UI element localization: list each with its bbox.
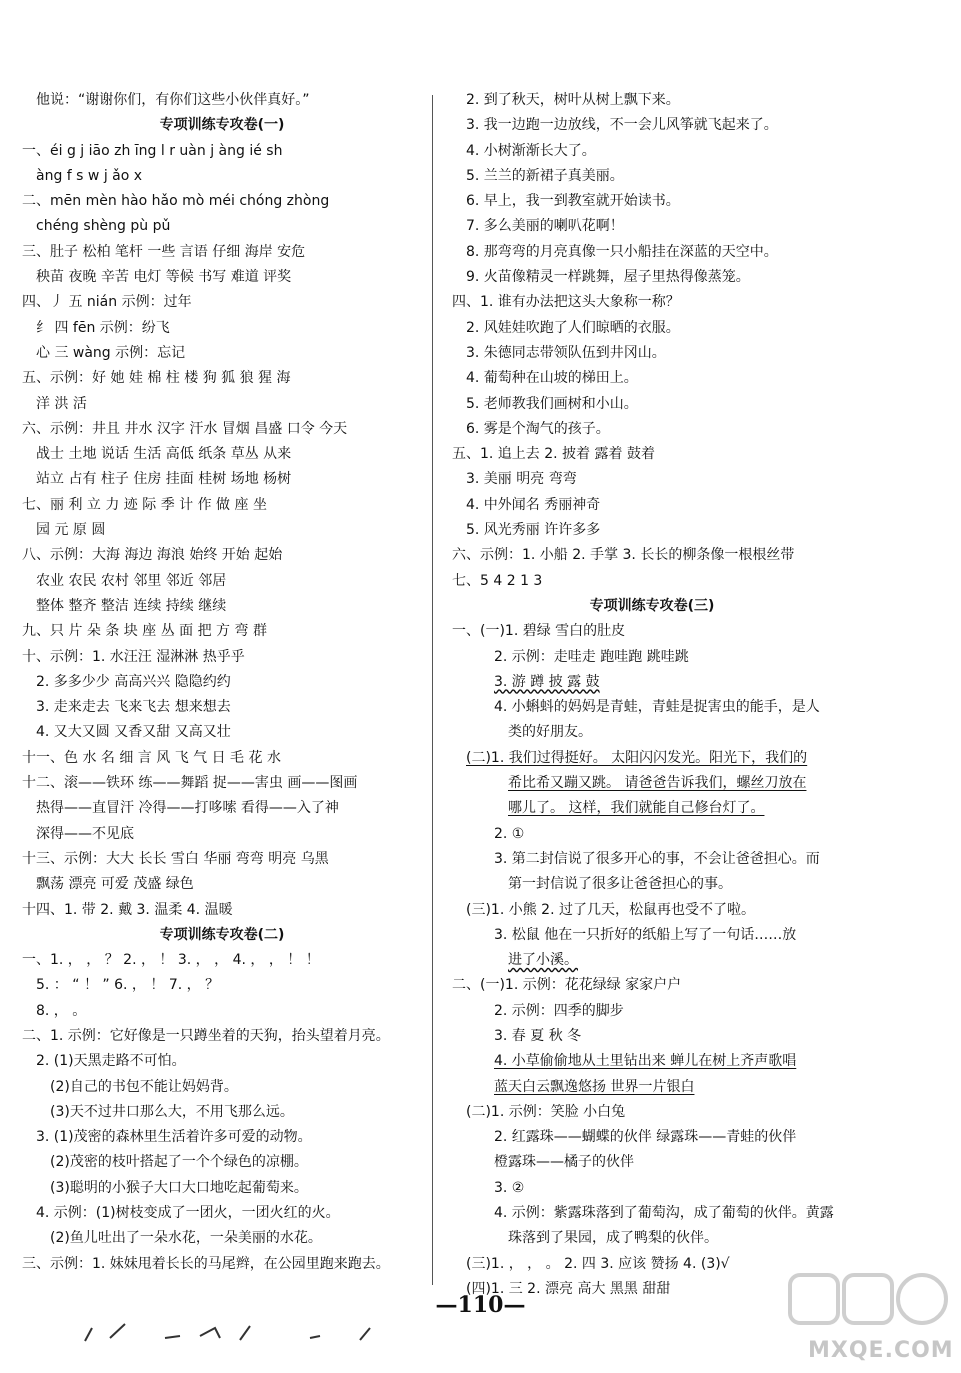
answer-line: (二)1. 示例：笑脸 小白兔: [466, 1103, 626, 1120]
section-heading: 专项训练专攻卷(二): [159, 926, 285, 943]
answer-line: 4. 小树渐渐长大了。: [466, 142, 596, 159]
answer-line: 5. ： “ ！ ” 6. ， ！ 7. ， ？: [36, 977, 220, 994]
answer-line: (三)1. 小熊 2. 过了几天，松鼠再也受不了啦。: [466, 901, 755, 918]
answer-line: 4. 中外闻名 秀丽神奇: [466, 496, 601, 513]
answer-line: 4. 又大又圆 又香又甜 又高又壮: [36, 724, 231, 741]
answer-line: 3. (1)茂密的森林里生活着许多可爱的动物。: [36, 1129, 312, 1146]
answer-line: (3)天不过井口那么大，不用飞那么远。: [50, 1103, 294, 1120]
answer-line: 纟 四 fēn 示例：纷飞: [36, 319, 170, 336]
answer-line: 一、(一)1. 碧绿 雪白的肚皮: [452, 623, 626, 640]
answer-line: (二)1. 我们过得挺好。 太阳闪闪发光。阳光下，我们的: [466, 749, 808, 766]
answer-line: 2. 示例：四季的脚步: [494, 1002, 624, 1019]
answer-line: 3. 春 夏 秋 冬: [494, 1027, 582, 1044]
answer-line: 站立 占有 柱子 住房 挂面 桂树 场地 杨树: [36, 471, 292, 488]
answer-line: 4. 示例：(1)树枝变成了一团火，一团火红的火。: [36, 1205, 340, 1222]
answer-line: 4. 葡萄种在山坡的梯田上。: [466, 370, 638, 387]
answer-line: 十、示例：1. 水汪汪 湿淋淋 热乎乎: [22, 648, 245, 665]
answer-line: 2. (1)天黑走路不可怕。: [36, 1053, 186, 1070]
answer-line: 希比希又蹦又跳。 请爸爸告诉我们，螺丝刀放在: [508, 775, 807, 792]
answer-line: 3. 走来走去 飞来飞去 想来想去: [36, 699, 231, 716]
answer-line: 5. 兰兰的新裙子真美丽。: [466, 167, 624, 184]
answer-line: 八、示例：大海 海边 海浪 始终 开始 起始: [22, 547, 283, 564]
answer-line: 2. 到了秋天，树叶从树上飘下来。: [466, 92, 680, 108]
answer-line: 六、示例：1. 小船 2. 手掌 3. 长长的柳条像一根根丝带: [452, 547, 795, 564]
answer-line: 3. 我一边跑一边放线，不一会儿风筝就飞起来了。: [466, 117, 778, 134]
answer-line: 五、1. 追上去 2. 披着 露着 鼓着: [452, 446, 655, 463]
answer-line: 3. 朱德同志带领队伍到井冈山。: [466, 344, 666, 361]
answer-line: 四、丿 五 nián 示例：过年: [22, 294, 192, 311]
right-column: [452, 88, 852, 1302]
answer-line: (四)1. 三 2. 漂亮 高大 黑黑 甜甜: [466, 1280, 671, 1297]
answer-line: 3. ②: [494, 1179, 525, 1196]
answer-line: 一、éi g j iāo zh īng l r uàn j àng ié sh: [22, 142, 283, 159]
answer-line: (3)聪明的小猴子大口大口地吃起葡萄来。: [50, 1179, 308, 1196]
page-number: —110—: [435, 1292, 526, 1318]
answer-line: 类的好朋友。: [508, 724, 592, 741]
answer-line: 六、示例：井且 井水 汉字 汗水 冒烟 昌盛 口令 今天: [22, 420, 348, 437]
answer-line: 十三、示例：大大 长长 雪白 华丽 弯弯 明亮 乌黑: [22, 850, 329, 867]
answer-line: 第一封信说了很多让爸爸担心的事。: [508, 876, 732, 893]
answer-line: 五、示例：好 她 娃 棉 柱 楼 狗 狐 狼 猩 海: [22, 370, 291, 387]
answer-line: 3. 美丽 明亮 弯弯: [466, 471, 577, 488]
answer-line: 农业 农民 农村 邻里 邻近 邻居: [36, 572, 227, 589]
answer-line: 蓝天白云飘逸悠扬 世界一片银白: [494, 1078, 695, 1095]
answer-line: àng f s w j ǎo x: [36, 167, 143, 184]
answer-line: 6. 早上，我一到教室就开始读书。: [466, 193, 680, 210]
left-column: [22, 88, 422, 1277]
answer-line: 二、1. 示例：它好像是一只蹲坐着的天狗，抬头望着月亮。: [22, 1027, 390, 1044]
answer-line: 三、肚子 松柏 笔杆 一些 言语 仔细 海岸 安危: [22, 243, 306, 260]
answer-line: 2. 红露珠——蝴蝶的伙伴 绿露珠——青蛙的伙伴: [494, 1129, 797, 1146]
answer-line: (2)鱼儿吐出了一朵水花，一朵美丽的水花。: [50, 1230, 322, 1247]
answer-line: 珠落到了果园，成了鸭梨的伙伴。: [508, 1230, 718, 1247]
answer-line: 3. 第二封信说了很多开心的事，不会让爸爸担心。而: [494, 850, 820, 867]
answer-line: 3. 松鼠 他在一只折好的纸船上写了一句话……放: [494, 926, 797, 943]
answer-line: 七、5 4 2 1 3: [452, 572, 543, 589]
answer-line: 秧苗 夜晚 辛苦 电灯 等候 书写 难道 评奖: [36, 269, 292, 286]
answer-line: 心 三 wàng 示例：忘记: [36, 344, 186, 361]
answer-line: 战士 土地 说话 生活 高低 纸条 草丛 从来: [36, 446, 292, 463]
section-heading: 专项训练专攻卷(一): [159, 117, 285, 134]
section-heading: 专项训练专攻卷(三): [589, 597, 715, 614]
answer-line: 整体 整齐 整洁 连续 持续 继续: [36, 597, 227, 614]
answer-line: 5. 风光秀丽 许许多多: [466, 522, 601, 539]
answer-line: (三)1. ， ， 。 2. 四 3. 应该 赞扬 4. (3)√: [466, 1255, 730, 1272]
answer-line: 8. 那弯弯的月亮真像一只小船挂在深蓝的天空中。: [466, 243, 778, 260]
answer-line: 九、只 片 朵 条 块 座 丛 面 把 方 弯 群: [22, 623, 267, 640]
answer-line: 二、(一)1. 示例：花花绿绿 家家户户: [452, 977, 682, 994]
bottom-scribble-marks: [80, 1316, 420, 1346]
answer-line: 6. 雾是个淘气的孩子。: [466, 420, 610, 437]
answer-line: 2. 示例：走哇走 跑哇跑 跳哇跳: [494, 648, 689, 665]
answer-line: 深得——不见底: [36, 825, 134, 842]
answer-line: 二、mēn mèn hào hǎo mò méi chóng zhòng: [22, 193, 330, 210]
answer-line: (2)茂密的枝叶搭起了一个个绿色的凉棚。: [50, 1154, 308, 1171]
answer-line: 9. 火苗像精灵一样跳舞，屋子里热得像蒸笼。: [466, 269, 750, 286]
answer-line: (2)自己的书包不能让妈妈背。: [50, 1078, 238, 1095]
answer-line: 十一、色 水 名 细 言 风 飞 气 日 毛 花 水: [22, 749, 281, 766]
answer-line: 洋 洪 活: [36, 395, 87, 412]
answer-line: 3. 游 蹲 披 露 鼓: [494, 673, 600, 690]
answer-line: 三、示例：1. 妹妹甩着长长的马尾辫，在公园里跑来跑去。: [22, 1255, 390, 1272]
answer-line: 4. 小草偷偷地从土里钻出来 蝉儿在树上齐声歌唱: [494, 1053, 797, 1070]
answer-line: 7. 多么美丽的喇叭花啊！: [466, 218, 624, 235]
answer-line: 8. ， 。: [36, 1002, 87, 1019]
answer-line: 4. 小蝌蚪的妈妈是青蛙，青蛙是捉害虫的能手，是人: [494, 699, 820, 716]
answer-line: 5. 老师教我们画树和小山。: [466, 395, 638, 412]
answer-line: 十二、滚——铁环 练——舞蹈 捉——害虫 画——图画: [22, 775, 358, 792]
answer-line: chéng shèng pù pǔ: [36, 218, 171, 235]
answer-line: 他说：“谢谢你们，有你们这些小伙伴真好。”: [36, 92, 310, 108]
answer-line: 热得——直冒汗 冷得——打哆嗦 看得——入了神: [36, 800, 339, 817]
answer-line: 哪儿了。 这样，我们就能自己修台灯了。: [508, 800, 765, 817]
answer-line: 七、丽 利 立 力 迹 际 季 计 作 做 座 坐: [22, 496, 267, 513]
answer-line: 2. ①: [494, 825, 525, 842]
answer-line: 四、1. 谁有办法把这头大象称一称？: [452, 294, 680, 311]
answer-line: 十四、1. 带 2. 戴 3. 温柔 4. 温暖: [22, 901, 233, 918]
answer-line: 一、1. ， ， ？ 2. ， ！ 3. ， ， 4. ， ， ！ ！: [22, 952, 320, 969]
answer-line: 园 元 原 圆: [36, 522, 106, 539]
answer-line: 2. 风娃娃吹跑了人们晾晒的衣服。: [466, 319, 680, 336]
watermark-text: MXQE.COM: [808, 1338, 954, 1363]
answer-line: 2. 多多少少 高高兴兴 隐隐约约: [36, 673, 231, 690]
answer-line: 4. 示例：紫露珠落到了葡萄沟，成了葡萄的伙伴。黄露: [494, 1205, 834, 1222]
answer-line: 橙露珠——橘子的伙伴: [494, 1154, 634, 1171]
answer-line: 进了小溪。: [508, 952, 578, 969]
column-divider: [432, 95, 433, 1285]
answer-line: 飘荡 漂亮 可爱 茂盛 绿色: [36, 876, 194, 893]
